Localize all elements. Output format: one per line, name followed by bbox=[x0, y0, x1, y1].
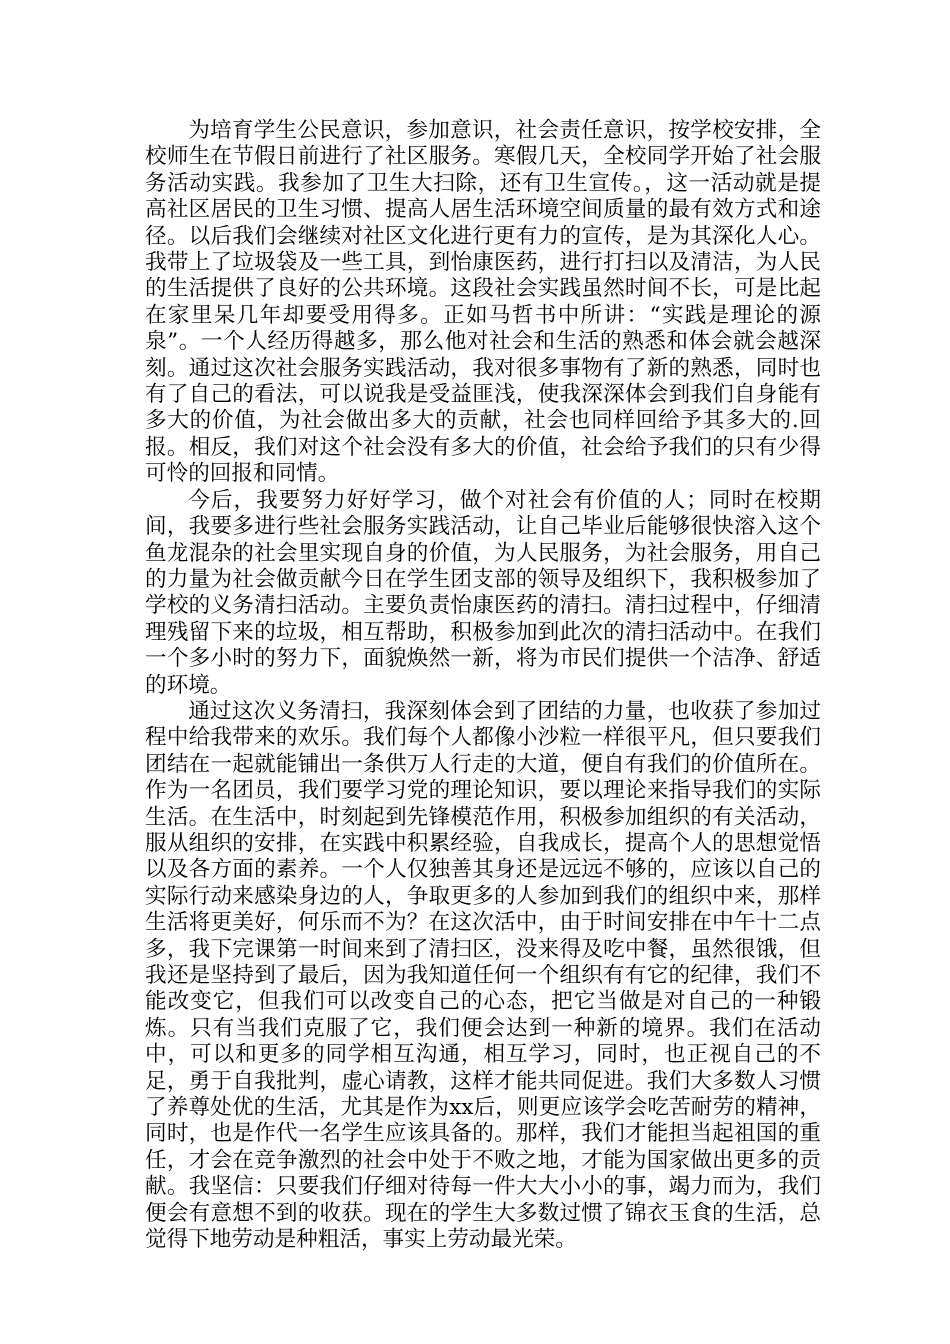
paragraph-2: 今后，我要努力好好学习，做个对社会有价值的人；同时在校期间，我要多进行些社会服务实践活动，让自己毕业后能够很快溶入这个鱼龙混杂的社会里实现自身的价值，为人民服务，为社会服务，用自己的力量为社会做贡献今日在学生团支部的领导及组织下，我积极参加了学校的义务清扫活动。主要负责怡康医药的清扫。清扫过程中，仔细清理残留下来的垃圾，相互帮助，积极参加到此次的清扫活动中。在我们一个多小时的努力下，面貌焕然一新，将为市民们提供一个洁净、舒适的环境。 bbox=[145, 487, 821, 698]
paragraph-3: 通过这次义务清扫，我深刻体会到了团结的力量，也收获了参加过程中给我带来的欢乐。我们每个人都像小沙粒一样很平凡，但只要我们团结在一起就能铺出一条供万人行走的大道，便自有我们的价值所在。作为一名团员，我们要学习党的理论知识，要以理论来指导我们的实际生活。在生活中，时刻起到先锋模范作用，积极参加组织的有关活动，服从组织的安排，在实践中积累经验，自我成长，提高个人的思想觉悟以及各方面的素养。一个人仅独善其身还是远远不够的，应该以自己的实际行动来感染身边的人，争取更多的人参加到我们的组织中来，那样生活将更美好，何乐而不为？在这次活中，由于时间安排在中午十二点多，我下完课第一时间来到了清扫区，没来得及吃中餐，虽然很饿，但我还是坚持到了最后，因为我知道任何一个组织有有它的纪律，我们不能改变它，但我们可以改变自己的心态，把它当做是对自己的一种锻炼。只有当我们克服了它，我们便会达到一种新的境界。我们在活动中，可以和更多的同学相互沟通，相互学习，同时，也正视自己的不足，勇于自我批判，虚心请教，这样才能共同促进。我们大多数人习惯了养尊处优的生活，尤其是作为xx后，则更应该学会吃苦耐劳的精神，同时，也是作代一名学生应该具备的。那样，我们才能担当起祖国的重任，才会在竞争激烈的社会中处于不败之地，才能为国家做出更多的贡献。我坚信：只要我们仔细对待每一件大大小小的事，竭力而为，我们便会有意想不到的收获。现在的学生大多数过惯了锦衣玉食的生活，总觉得下地劳动是种粗活，事实上劳动最光荣。 bbox=[145, 698, 821, 1253]
document-page bbox=[145, 118, 821, 1253]
paragraph-1: 为培育学生公民意识，参加意识，社会责任意识，按学校安排，全校师生在节假日前进行了社区服务。寒假几天，全校同学开始了社会服务活动实践。我参加了卫生大扫除，还有卫生宣传。，这一活动就是提高社区居民的卫生习惯、提高人居生活环境空间质量的最有效方式和途径。以后我们会继续对社区文化进行更有力的宣传，是为其深化人心。我带上了垃圾袋及一些工具，到怡康医药，进行打扫以及清洁，为人民的生活提供了良好的公共环境。这段社会实践虽然时间不长，可是比起在家里呆几年却要受用得多。正如马哲书中所讲：“实践是理论的源泉”。一个人经历得越多，那么他对社会和生活的熟悉和体会就会越深刻。通过这次社会服务实践活动，我对很多事物有了新的熟悉，同时也有了自己的看法，可以说我是受益匪浅，使我深深体会到我们自身能有多大的价值，为社会做出多大的贡献，社会也同样回给予其多大的.回报。相反，我们对这个社会没有多大的价值，社会给予我们的只有少得可怜的回报和同情。 bbox=[145, 118, 821, 487]
